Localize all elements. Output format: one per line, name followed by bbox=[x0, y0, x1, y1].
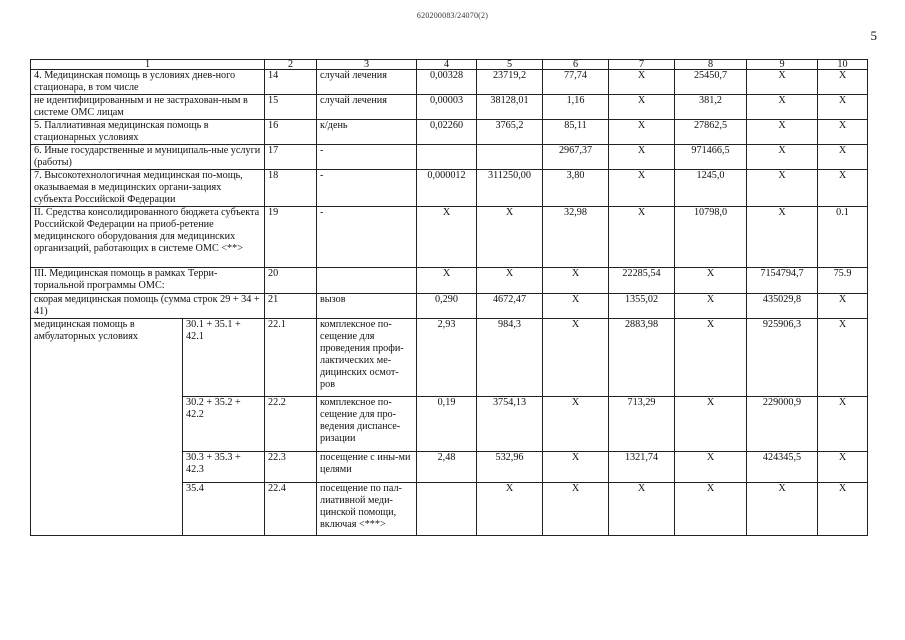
row-value-c6: 3,80 bbox=[543, 170, 609, 207]
row-number: 18 bbox=[265, 170, 317, 207]
row-value-c9: 229000,9 bbox=[747, 397, 818, 452]
row-value-c7: 2883,98 bbox=[609, 319, 675, 397]
row-value-c7: 1355,02 bbox=[609, 294, 675, 319]
row-value-c6: 32,98 bbox=[543, 207, 609, 268]
row-number: 15 bbox=[265, 95, 317, 120]
row-value-c8: 1245,0 bbox=[675, 170, 747, 207]
table-row bbox=[31, 170, 868, 207]
row-value-c7: Х bbox=[609, 70, 675, 95]
row-value-c6: 1,16 bbox=[543, 95, 609, 120]
row-value-c10: 0.1 bbox=[818, 207, 868, 268]
column-header-9: 9 bbox=[747, 60, 818, 70]
row-value-c6: 85,11 bbox=[543, 120, 609, 145]
row-value-c8: 10798,0 bbox=[675, 207, 747, 268]
row-sum-formula: 30.3 + 35.3 + 42.3 bbox=[183, 452, 265, 483]
row-unit: к/день bbox=[317, 120, 417, 145]
column-header-6: 6 bbox=[543, 60, 609, 70]
row-value-c6: Х bbox=[543, 483, 609, 536]
row-value-c5: 532,96 bbox=[477, 452, 543, 483]
row-value-c9: 435029,8 bbox=[747, 294, 818, 319]
row-sum-formula: 35.4 bbox=[183, 483, 265, 536]
row-value-c5: 984,3 bbox=[477, 319, 543, 397]
row-value-c8: Х bbox=[675, 294, 747, 319]
row-value-c4: 0,00328 bbox=[417, 70, 477, 95]
row-unit: случай лечения bbox=[317, 95, 417, 120]
row-value-c9: Х bbox=[747, 483, 818, 536]
row-value-c10: Х bbox=[818, 120, 868, 145]
row-number: 14 bbox=[265, 70, 317, 95]
row-value-c6: Х bbox=[543, 268, 609, 294]
row-value-c6: Х bbox=[543, 319, 609, 397]
row-unit: - bbox=[317, 145, 417, 170]
row-label: 4. Медицинская помощь в условиях днев-ного стационара, в том числе bbox=[31, 70, 265, 95]
row-value-c5: 23719,2 bbox=[477, 70, 543, 95]
row-value-c7: 22285,54 bbox=[609, 268, 675, 294]
row-value-c8: Х bbox=[675, 483, 747, 536]
column-header-2: 2 bbox=[265, 60, 317, 70]
row-number: 22.4 bbox=[265, 483, 317, 536]
table-row bbox=[31, 120, 868, 145]
row-value-c8: 971466,5 bbox=[675, 145, 747, 170]
row-number: 20 bbox=[265, 268, 317, 294]
row-unit: - bbox=[317, 207, 417, 268]
row-unit: посещение по пал-лиативной меди-цинской помощи, включая <***> bbox=[317, 483, 417, 536]
row-number: 22.1 bbox=[265, 319, 317, 397]
row-value-c7: Х bbox=[609, 170, 675, 207]
document-id: 620200083/24070(2) bbox=[416, 11, 489, 20]
row-number: 22.3 bbox=[265, 452, 317, 483]
column-header-8: 8 bbox=[675, 60, 747, 70]
row-number: 17 bbox=[265, 145, 317, 170]
row-label: III. Медицинская помощь в рамках Терри-ториальной программы ОМС: bbox=[31, 268, 265, 294]
row-value-c9: Х bbox=[747, 95, 818, 120]
row-value-c8: Х bbox=[675, 452, 747, 483]
row-value-c10: Х bbox=[818, 397, 868, 452]
row-value-c6: Х bbox=[543, 397, 609, 452]
row-value-c4: 2,93 bbox=[417, 319, 477, 397]
group-label-ambulatory: медицинская помощь в амбулаторных условиях bbox=[31, 319, 183, 536]
row-value-c7: 713,29 bbox=[609, 397, 675, 452]
row-label: 6. Иные государственные и муниципаль-ные услуги (работы) bbox=[31, 145, 265, 170]
data-table bbox=[30, 59, 868, 536]
row-value-c9: Х bbox=[747, 207, 818, 268]
row-value-c10: Х bbox=[818, 95, 868, 120]
column-header-3: 3 bbox=[317, 60, 417, 70]
row-value-c8: 381,2 bbox=[675, 95, 747, 120]
row-number: 22.2 bbox=[265, 397, 317, 452]
row-value-c9: Х bbox=[747, 170, 818, 207]
row-label: 7. Высокотехнологичная медицинская по-мощь, оказываемая в медицинских органи-зациях субъекта Российской Федерации bbox=[31, 170, 265, 207]
row-value-c10: Х bbox=[818, 483, 868, 536]
row-value-c6: 2967,37 bbox=[543, 145, 609, 170]
row-value-c4: Х bbox=[417, 268, 477, 294]
row-unit: случай лечения bbox=[317, 70, 417, 95]
table-header-row bbox=[31, 60, 868, 70]
row-unit: комплексное по-сещение для про-ведения диспансе-ризации bbox=[317, 397, 417, 452]
table-row bbox=[31, 70, 868, 95]
column-header-4: 4 bbox=[417, 60, 477, 70]
row-value-c8: 25450,7 bbox=[675, 70, 747, 95]
row-value-c5: 311250,00 bbox=[477, 170, 543, 207]
table-row bbox=[31, 294, 868, 319]
table-row bbox=[31, 145, 868, 170]
row-value-c8: Х bbox=[675, 397, 747, 452]
row-unit: - bbox=[317, 170, 417, 207]
row-value-c10: Х bbox=[818, 452, 868, 483]
row-label: не идентифицированным и не застрахован-ным в системе ОМС лицам bbox=[31, 95, 265, 120]
row-label: 5. Паллиативная медицинская помощь в стационарных условиях bbox=[31, 120, 265, 145]
row-value-c6: Х bbox=[543, 452, 609, 483]
row-number: 19 bbox=[265, 207, 317, 268]
row-unit bbox=[317, 268, 417, 294]
row-value-c10: Х bbox=[818, 319, 868, 397]
row-value-c5: 3754,13 bbox=[477, 397, 543, 452]
row-value-c4: 0,00003 bbox=[417, 95, 477, 120]
row-value-c8: 27862,5 bbox=[675, 120, 747, 145]
row-value-c4: Х bbox=[417, 207, 477, 268]
row-value-c5: Х bbox=[477, 207, 543, 268]
row-value-c10: Х bbox=[818, 294, 868, 319]
row-value-c10: Х bbox=[818, 70, 868, 95]
row-value-c8: Х bbox=[675, 319, 747, 397]
row-sum-formula: 30.2 + 35.2 + 42.2 bbox=[183, 397, 265, 452]
row-unit: посещение с ины-ми целями bbox=[317, 452, 417, 483]
row-value-c4 bbox=[417, 483, 477, 536]
row-value-c9: Х bbox=[747, 120, 818, 145]
column-header-7: 7 bbox=[609, 60, 675, 70]
row-number: 16 bbox=[265, 120, 317, 145]
row-value-c9: 424345,5 bbox=[747, 452, 818, 483]
row-unit: вызов bbox=[317, 294, 417, 319]
row-value-c5: 4672,47 bbox=[477, 294, 543, 319]
row-sum-formula: 30.1 + 35.1 + 42.1 bbox=[183, 319, 265, 397]
row-value-c7: Х bbox=[609, 120, 675, 145]
row-label: II. Средства консолидированного бюджета субъекта Российской Федерации на приоб-ретение медицинского оборудования для медицинских организаций, работающих в системе ОМС <**> bbox=[31, 207, 265, 268]
row-number: 21 bbox=[265, 294, 317, 319]
row-value-c6: Х bbox=[543, 294, 609, 319]
row-value-c9: 925906,3 bbox=[747, 319, 818, 397]
row-value-c5 bbox=[477, 145, 543, 170]
row-value-c9: Х bbox=[747, 145, 818, 170]
row-value-c7: 1321,74 bbox=[609, 452, 675, 483]
column-header-10: 10 bbox=[818, 60, 868, 70]
page-number: 5 bbox=[870, 28, 877, 43]
row-value-c8: Х bbox=[675, 268, 747, 294]
row-value-c9: Х bbox=[747, 70, 818, 95]
row-value-c4 bbox=[417, 145, 477, 170]
row-label: скорая медицинская помощь (сумма строк 29 + 34 + 41) bbox=[31, 294, 265, 319]
row-value-c7: Х bbox=[609, 207, 675, 268]
row-value-c4: 0,000012 bbox=[417, 170, 477, 207]
table-row bbox=[31, 319, 868, 397]
row-value-c4: 2,48 bbox=[417, 452, 477, 483]
column-header-1: 1 bbox=[31, 60, 265, 70]
row-value-c7: Х bbox=[609, 483, 675, 536]
row-value-c7: Х bbox=[609, 145, 675, 170]
row-value-c5: Х bbox=[477, 268, 543, 294]
row-value-c5: Х bbox=[477, 483, 543, 536]
row-value-c6: 77,74 bbox=[543, 70, 609, 95]
table-row bbox=[31, 268, 868, 294]
row-unit: комплексное по-сещение для проведения профи-лактических ме-дицинских осмот-ров bbox=[317, 319, 417, 397]
row-value-c10: Х bbox=[818, 145, 868, 170]
table-row bbox=[31, 207, 868, 268]
row-value-c9: 7154794,7 bbox=[747, 268, 818, 294]
column-header-5: 5 bbox=[477, 60, 543, 70]
row-value-c5: 38128,01 bbox=[477, 95, 543, 120]
row-value-c4: 0,19 bbox=[417, 397, 477, 452]
row-value-c7: Х bbox=[609, 95, 675, 120]
row-value-c4: 0,02260 bbox=[417, 120, 477, 145]
table-row bbox=[31, 95, 868, 120]
row-value-c5: 3765,2 bbox=[477, 120, 543, 145]
row-value-c10: Х bbox=[818, 170, 868, 207]
row-value-c10: 75.9 bbox=[818, 268, 868, 294]
row-value-c4: 0,290 bbox=[417, 294, 477, 319]
